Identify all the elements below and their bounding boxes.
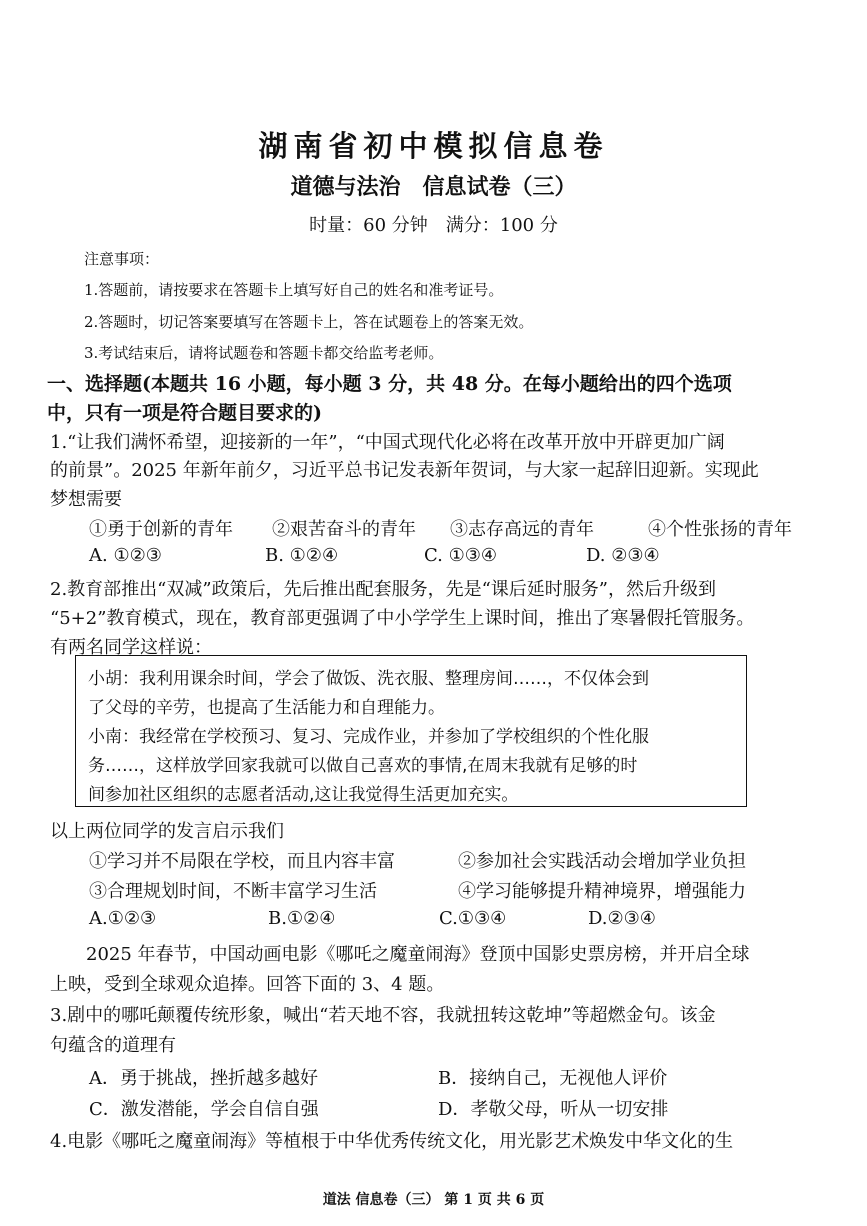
exam-meta	[0, 211, 867, 237]
section-heading: 一、选择题(本题共 16 小题，每小题 3 分，共 48 分。在每小题给出的四个选项	[47, 373, 732, 395]
question-text: 2.教育部推出“双减”政策后，先后推出配套服务，先是“课后延时服务”，然后升级到	[50, 579, 716, 600]
page-footer: 道法 信息卷（三） 第 1 页 共 6 页	[322, 1192, 545, 1208]
quote-line: 了父母的辛劳，也提高了生活能力和自理能力。	[88, 698, 445, 718]
question-text: 1.“让我们满怀希望，迎接新的一年”，“中国式现代化必将在改革开放中开辟更加广阔	[50, 432, 725, 453]
notice-item: 3.考试结束后，请将试题卷和答题卡都交给监考老师。	[84, 344, 444, 362]
exam-subtitle	[0, 170, 867, 201]
question-text: 有两名同学这样说：	[50, 637, 212, 658]
statement: ②艰苦奋斗的青年	[272, 519, 416, 540]
option: C.①③④	[439, 908, 507, 929]
option: B.①②④	[268, 908, 336, 929]
statement: ④学习能够提升精神境界，增强能力	[458, 881, 746, 902]
section-heading: 中，只有一项是符合题目要求的)	[47, 402, 322, 424]
option: A．勇于挑战，挫折越多越好	[89, 1068, 318, 1089]
notice-item: 1.答题前，请按要求在答题卡上填写好自己的姓名和准考证号。	[84, 281, 504, 299]
option: A. ①②③	[89, 545, 162, 566]
quote-line: 间参加社区组织的志愿者活动,这让我觉得生活更加充实。	[88, 785, 519, 805]
material-text: 上映，受到全球观众追捧。回答下面的 3、4 题。	[50, 974, 445, 995]
statement: ③合理规划时间，不断丰富学习生活	[89, 881, 377, 902]
quote-line: 小南：我经常在学校预习、复习、完成作业，并参加了学校组织的个性化服	[88, 727, 649, 747]
option: B. ①②④	[265, 545, 339, 566]
full-score: 满分：100 分	[445, 215, 558, 236]
question-text: 3.剧中的哪吒颠覆传统形象，喊出“若天地不容，我就扭转这乾坤”等超燃金句。该金	[50, 1005, 716, 1026]
statement: ①勇于创新的青年	[89, 519, 233, 540]
question-text: 4.电影《哪吒之魔童闹海》等植根于中华优秀传统文化，用光影艺术焕发中华文化的生	[50, 1131, 734, 1152]
subject-name: 道德与法治	[290, 174, 401, 200]
option: D.②③④	[588, 908, 656, 929]
option: C．激发潜能，学会自信自强	[89, 1099, 319, 1120]
notice-item: 2.答题时，切记答案要填写在答题卡上，答在试题卷上的答案无效。	[84, 313, 534, 331]
time-limit: 时量：60 分钟	[309, 215, 428, 236]
option: D．孝敬父母，听从一切安排	[438, 1099, 669, 1120]
paper-name: 信息试卷（三）	[422, 174, 577, 200]
statement: ②参加社会实践活动会增加学业负担	[458, 851, 746, 872]
statement: ①学习并不局限在学校，而且内容丰富	[89, 851, 395, 872]
quote-line: 小胡：我利用课余时间，学会了做饭、洗衣服、整理房间……，不仅体会到	[88, 669, 649, 689]
quote-line: 务……，这样放学回家我就可以做自己喜欢的事情,在周末我就有足够的时	[88, 756, 638, 776]
quote-box	[75, 655, 747, 807]
statement: ④个性张扬的青年	[648, 519, 792, 540]
question-text: 梦想需要	[50, 489, 122, 510]
option: D. ②③④	[586, 545, 660, 566]
question-text: 的前景”。2025 年新年前夕，习近平总书记发表新年贺词，与大家一起辞旧迎新。实现此	[50, 460, 759, 481]
question-text: 句蕴含的道理有	[50, 1035, 176, 1056]
exam-title: 湖南省初中模拟信息卷	[258, 129, 609, 163]
notice-heading: 注意事项：	[84, 250, 160, 268]
material-text: 2025 年春节，中国动画电影《哪吒之魔童闹海》登顶中国影史票房榜，并开启全球	[86, 944, 750, 965]
statement: ③志存高远的青年	[450, 519, 594, 540]
option: C. ①③④	[424, 545, 497, 566]
option: A.①②③	[89, 908, 157, 929]
question-prompt: 以上两位同学的发言启示我们	[50, 821, 284, 842]
option: B．接纳自己，无视他人评价	[438, 1068, 668, 1089]
question-text: “5+2”教育模式，现在，教育部更强调了中小学学生上课时间，推出了寒暑假托管服务。	[50, 608, 755, 629]
